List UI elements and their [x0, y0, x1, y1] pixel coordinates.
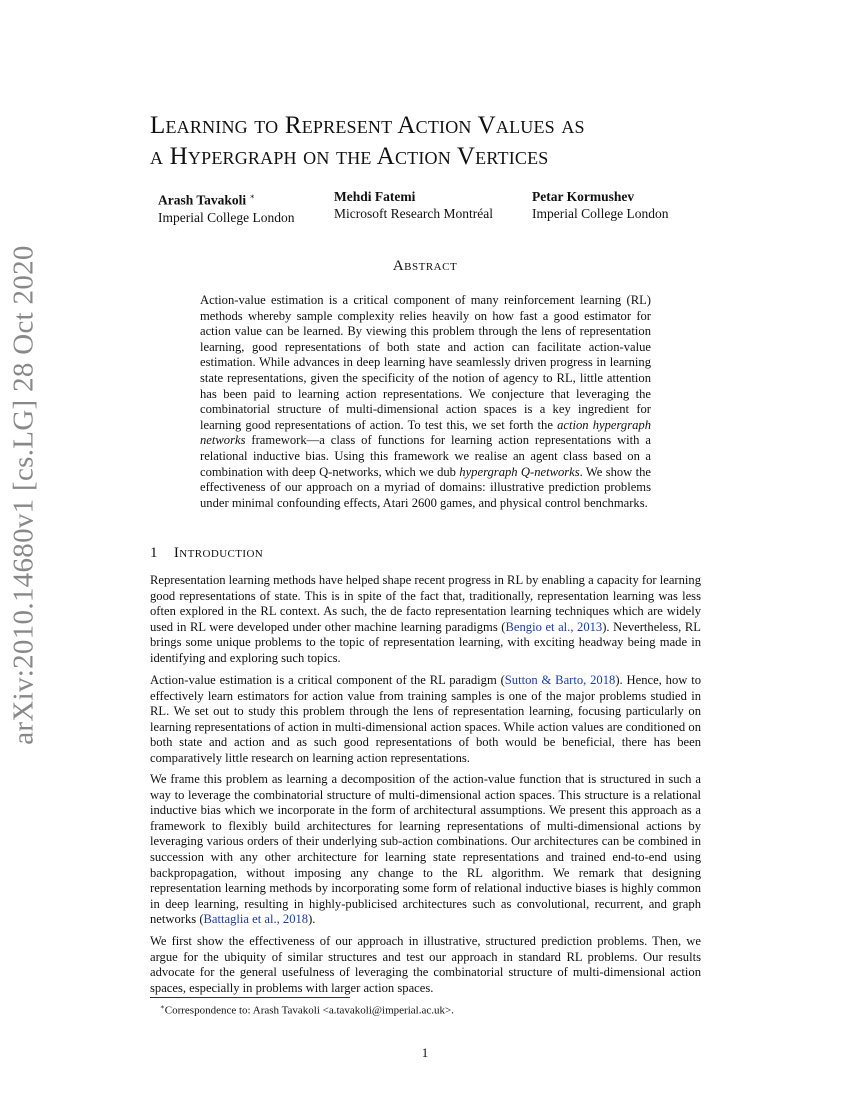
footnote-text: Correspondence to: Arash Tavakoli <a.tavakoli@imperial.ac.uk>. [164, 1004, 454, 1017]
section-heading [150, 545, 263, 562]
section-number: 1 [150, 545, 158, 561]
abstract-text: framework—a class of functions for learning action representations with a relational inductive bias. Using this framework we realise an agent class based on a combination with deep Q-networks, which we dub [200, 433, 651, 479]
abstract-body [200, 293, 651, 511]
abstract-text: . We show the effectiveness of our approach on a myriad of domains: illustrative prediction problems under minimal confounding effects, Atari 2600 games, and physical control benchmarks. [200, 464, 651, 510]
author-name: Arash Tavakoli [158, 192, 247, 208]
author-footnote-mark: ∗ [249, 192, 255, 201]
author-affiliation: Imperial College London [532, 206, 669, 221]
author-3 [532, 188, 668, 222]
arxiv-sidebar [2, 245, 46, 745]
paragraph-text: ). Nevertheless, RL brings some unique problems to the topic of representation learning, with exciting headway being made in identifying and exploring such topics. [150, 619, 701, 665]
footnote-mark: ∗ [160, 1003, 165, 1011]
intro-paragraph-1 [150, 573, 701, 667]
citation-link[interactable]: Battaglia et al., 2018 [203, 912, 309, 927]
author-2 [334, 188, 493, 222]
title-line-2: a Hypergraph on the Action Vertices [150, 143, 549, 170]
page-number: 1 [421, 1045, 429, 1060]
citation-link[interactable]: Sutton & Barto, 2018 [504, 673, 616, 687]
paragraph-text: Representation learning methods have helped shape recent progress in RL by enabling a capacity for learning good representations of state. This is in spite of the fact that, traditionally, representation learning was less often explored in the RL context. As such, the de facto representation learning techniques which are widely used in RL were developed under other machine learning paradigms ( [150, 573, 702, 634]
footnote [160, 1003, 454, 1017]
abstract-emphasis: action hypergraph networks [200, 417, 651, 448]
citation-link[interactable]: Bengio et al., 2013 [505, 619, 603, 634]
author-1 [158, 188, 294, 226]
arxiv-identifier: arXiv:2010.14680v1 [cs.LG] 28 Oct 2020 [7, 245, 40, 745]
author-name: Petar Kormushev [532, 189, 635, 204]
abstract-text: Action-value estimation is a critical component of many reinforcement learning (RL) methods whereby sample complexity relies heavily on how fast a good estimator for action value can be learned. By viewing this problem through the lens of representation learning, good representations of both state and action can facilitate action-value estimation. While advances in deep learning have seamlessly driven progress in learning state representations, given the specificity of the notion of agency to RL, little attention has been paid to learning action representations. We conjecture that leveraging the combinatorial structure of multi-dimensional action spaces is a key ingredient for learning good representations of action. To test this, we set forth the [200, 293, 651, 432]
paragraph-text: Action-value estimation is a critical component of the RL paradigm ( [150, 673, 505, 687]
paragraph-text: ). Hence, how to effectively learn estimators for action value from training samples is one of the major problems studied in RL. We set out to study this problem through the lens of representation learning, focusing particularly on learning representations of action in multi-dimensional action spaces. While action values are conditioned on both state and action and as such good representations of both would be beneficial, there has been comparatively little research on learning action representations. [150, 673, 701, 765]
paragraph-text: We frame this problem as learning a decomposition of the action-value function that is structured in such a way to leverage the combinatorial structure of multi-dimensional action spaces. This structure is a relational inductive bias which we incorporate in the form of architectural assumptions. We present this approach as a framework to flexibly build architectures for learning representations of multi-dimensional actions by leveraging various orders of their underlying sub-action combinations. Our architectures can be combined in succession with any other architecture for learning state representations and trained end-to-end using backpropagation, without imposing any change to the RL algorithm. We remark that designing representation learning methods by incorporating some form of relational inductive biases is highly common in deep learning, resulting in highly-publicised architectures such as convolutional, recurrent, and graph networks ( [150, 772, 701, 927]
abstract-heading: Abstract [392, 258, 458, 274]
author-name: Mehdi Fatemi [334, 189, 416, 204]
paper-title [150, 110, 710, 172]
author-affiliation: Imperial College London [158, 209, 295, 225]
abstract-emphasis: hypergraph Q-networks [459, 464, 580, 479]
intro-paragraph-2 [150, 673, 701, 767]
author-affiliation: Microsoft Research Montréal [334, 206, 493, 221]
title-line-1: Learning to Represent Action Values as [150, 112, 585, 139]
section-title: Introduction [173, 545, 264, 561]
intro-paragraph-4 [150, 934, 701, 996]
paragraph-text: ). [308, 912, 316, 927]
footnote-rule [150, 997, 350, 998]
intro-paragraph-3 [150, 772, 701, 928]
paragraph-text: We first show the effectiveness of our approach in illustrative, structured prediction problems. Then, we argue for the ubiquity of similar structures and test our approach in standard RL problems. Our results advocate for the general usefulness of leveraging the combinatorial structure of multi-dimensional action spaces, especially in problems with larger action spaces. [150, 934, 701, 995]
